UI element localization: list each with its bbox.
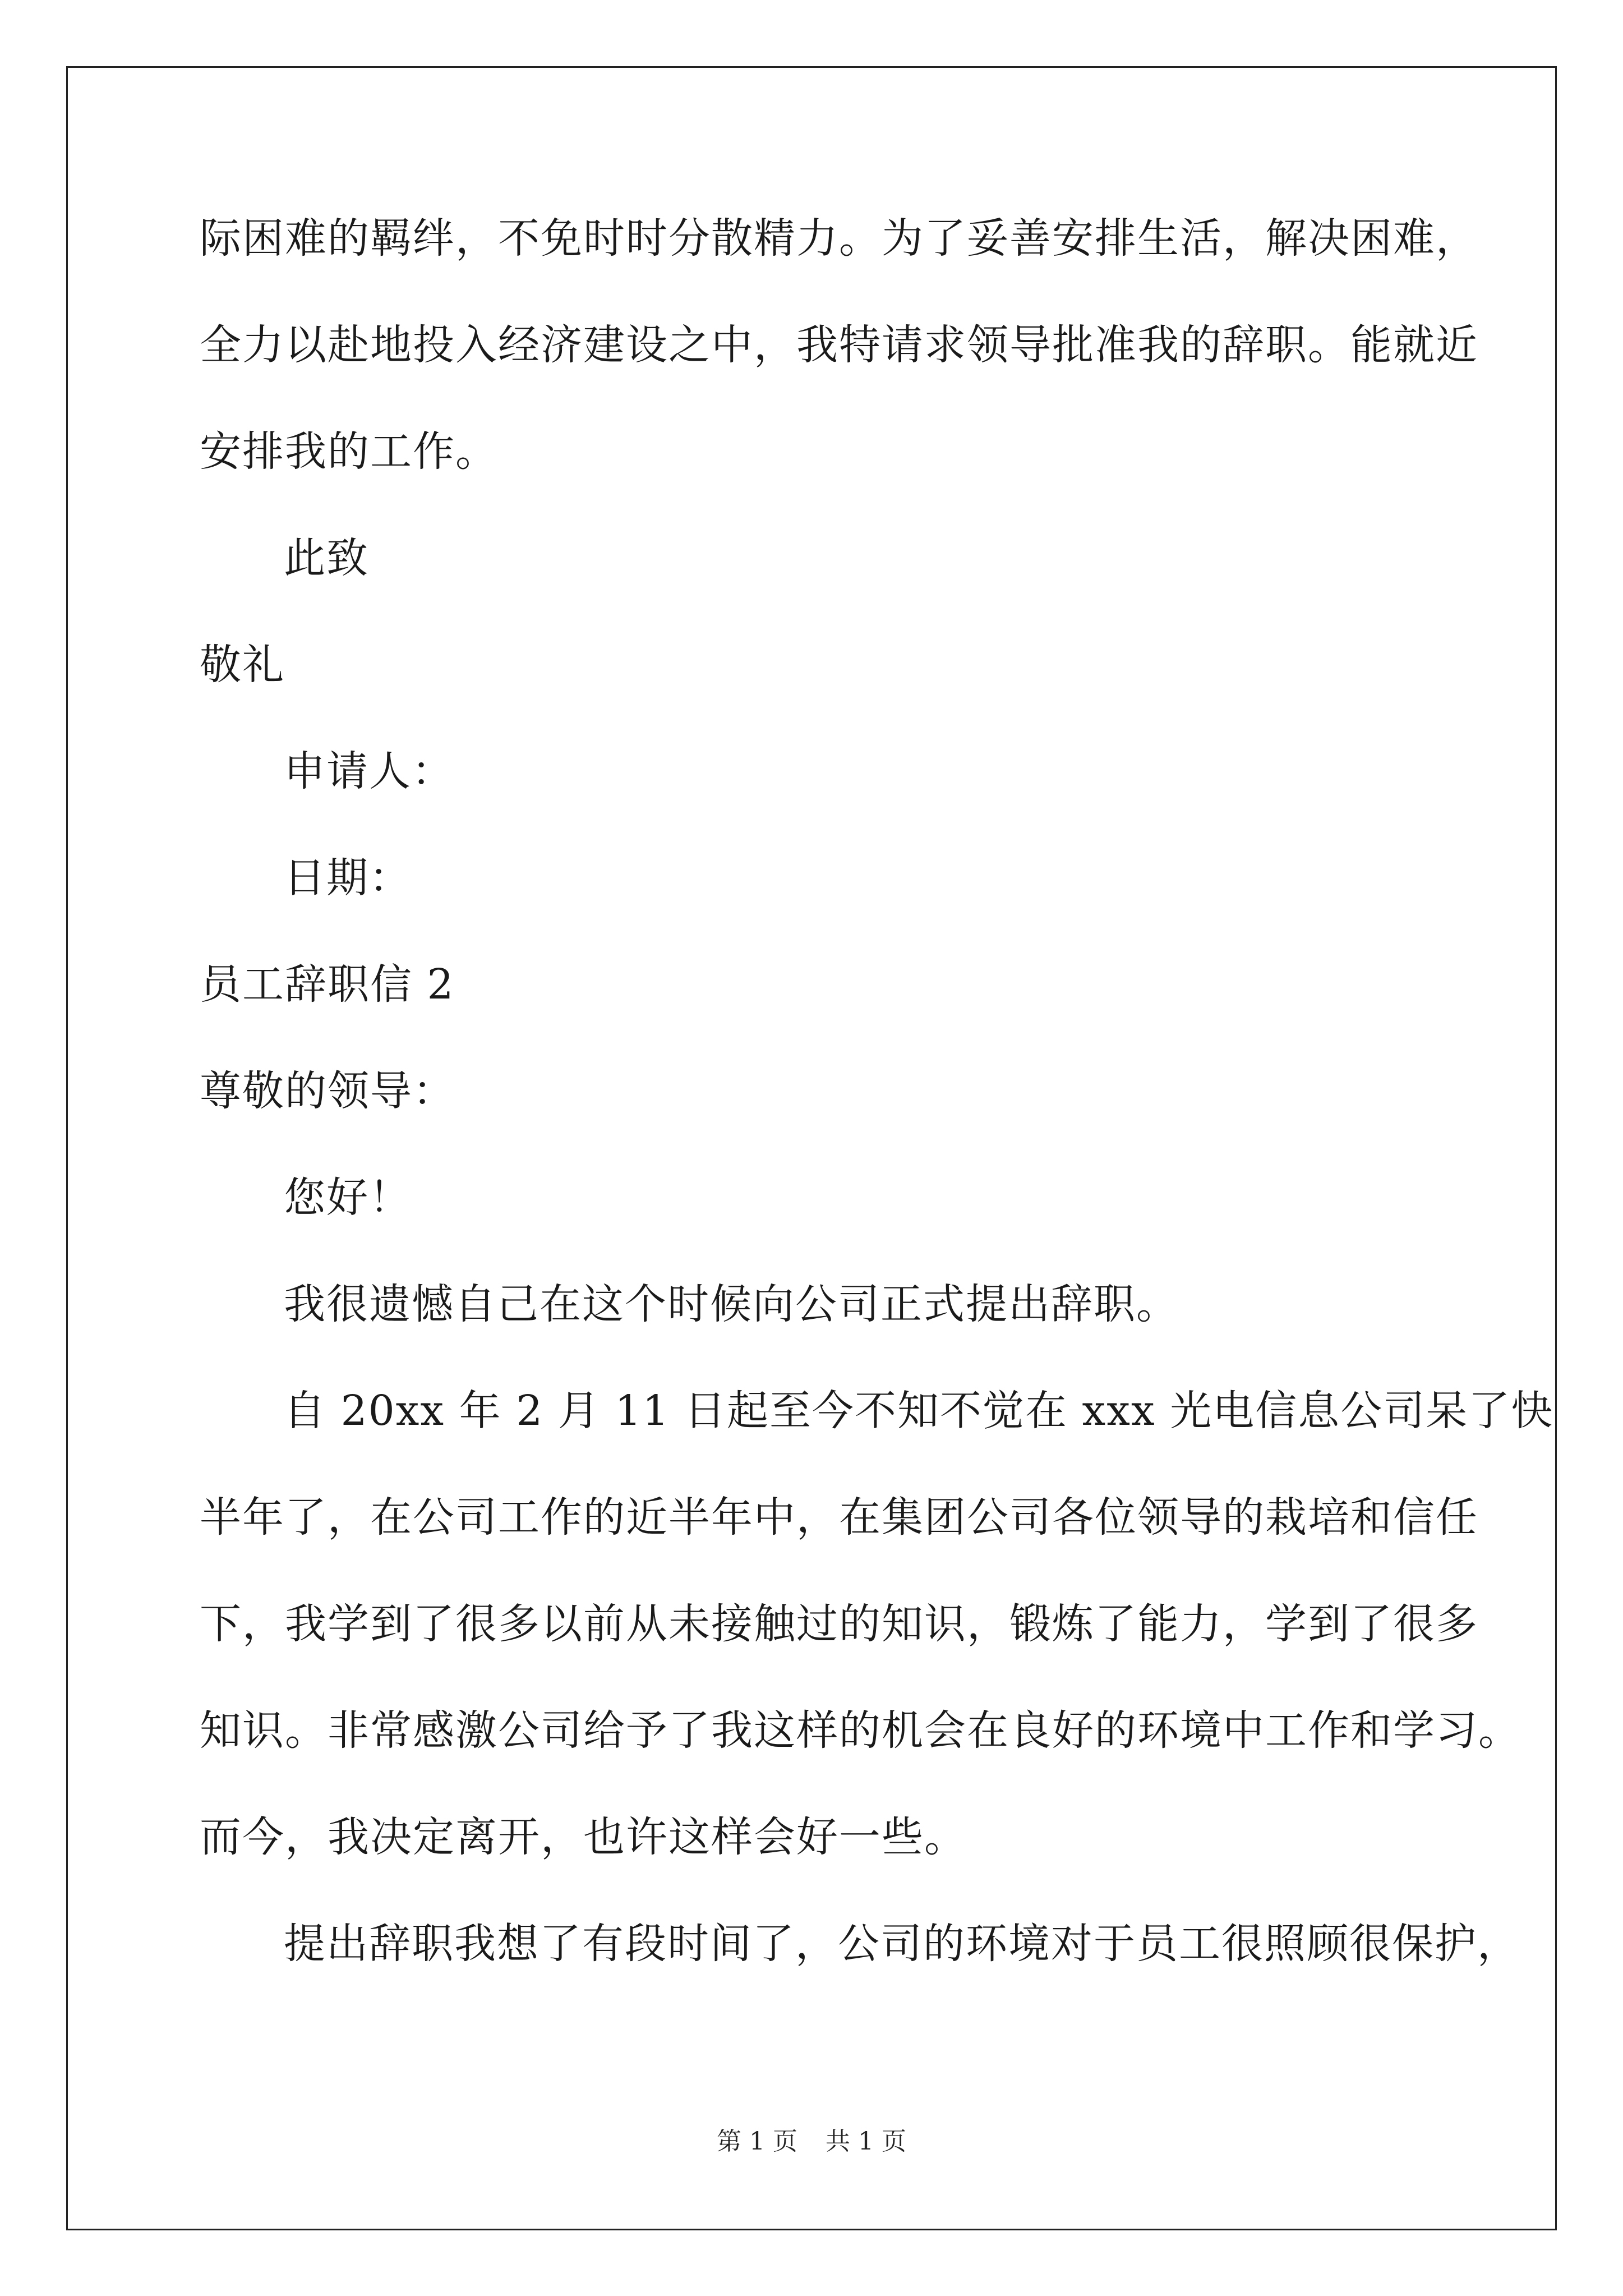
date-label: 日期： [284,854,412,902]
closing-regards: 敬礼 [200,641,285,689]
text-line-13: 半年了，在公司工作的近半年中，在集团公司各位领导的栽培和信任 [200,1493,1478,1542]
text-line-16: 而今，我决定离开，也许这样会好一些。 [200,1813,967,1861]
text-line-15: 知识。非常感激公司给予了我这样的机会在良好的环境中工作和学习。 [200,1706,1521,1755]
applicant-label: 申请人： [284,747,454,795]
text-line-3: 安排我的工作。 [200,427,498,476]
page-total: 共 1 页 [826,2127,906,2156]
document-body [200,185,1554,1997]
closing-salutation: 此致 [284,534,369,582]
letter-hello: 您好！ [284,1174,412,1222]
text-line-2: 全力以赴地投入经济建设之中，我特请求领导批准我的辞职。能就近 [200,321,1478,369]
page-footer [0,2125,1623,2159]
text-line-1: 际困难的羁绊，不免时时分散精力。为了妥善安排生活，解决困难， [200,214,1478,263]
letter-greeting: 尊敬的领导： [200,1067,455,1115]
text-line-12: 自 20xx 年 2 月 11 日起至今不知不觉在 xxx 光电信息公司呆了快 [284,1387,1554,1435]
text-line-14: 下，我学到了很多以前从未接触过的知识，锻炼了能力，学到了很多 [200,1600,1478,1648]
letter-title: 员工辞职信 2 [200,960,455,1009]
page-number: 第 1 页 [717,2127,797,2156]
text-line-11: 我很遗憾自己在这个时候向公司正式提出辞职。 [284,1280,1179,1328]
text-line-17: 提出辞职我想了有段时间了，公司的环境对于员工很照顾很保护， [284,1920,1520,1968]
